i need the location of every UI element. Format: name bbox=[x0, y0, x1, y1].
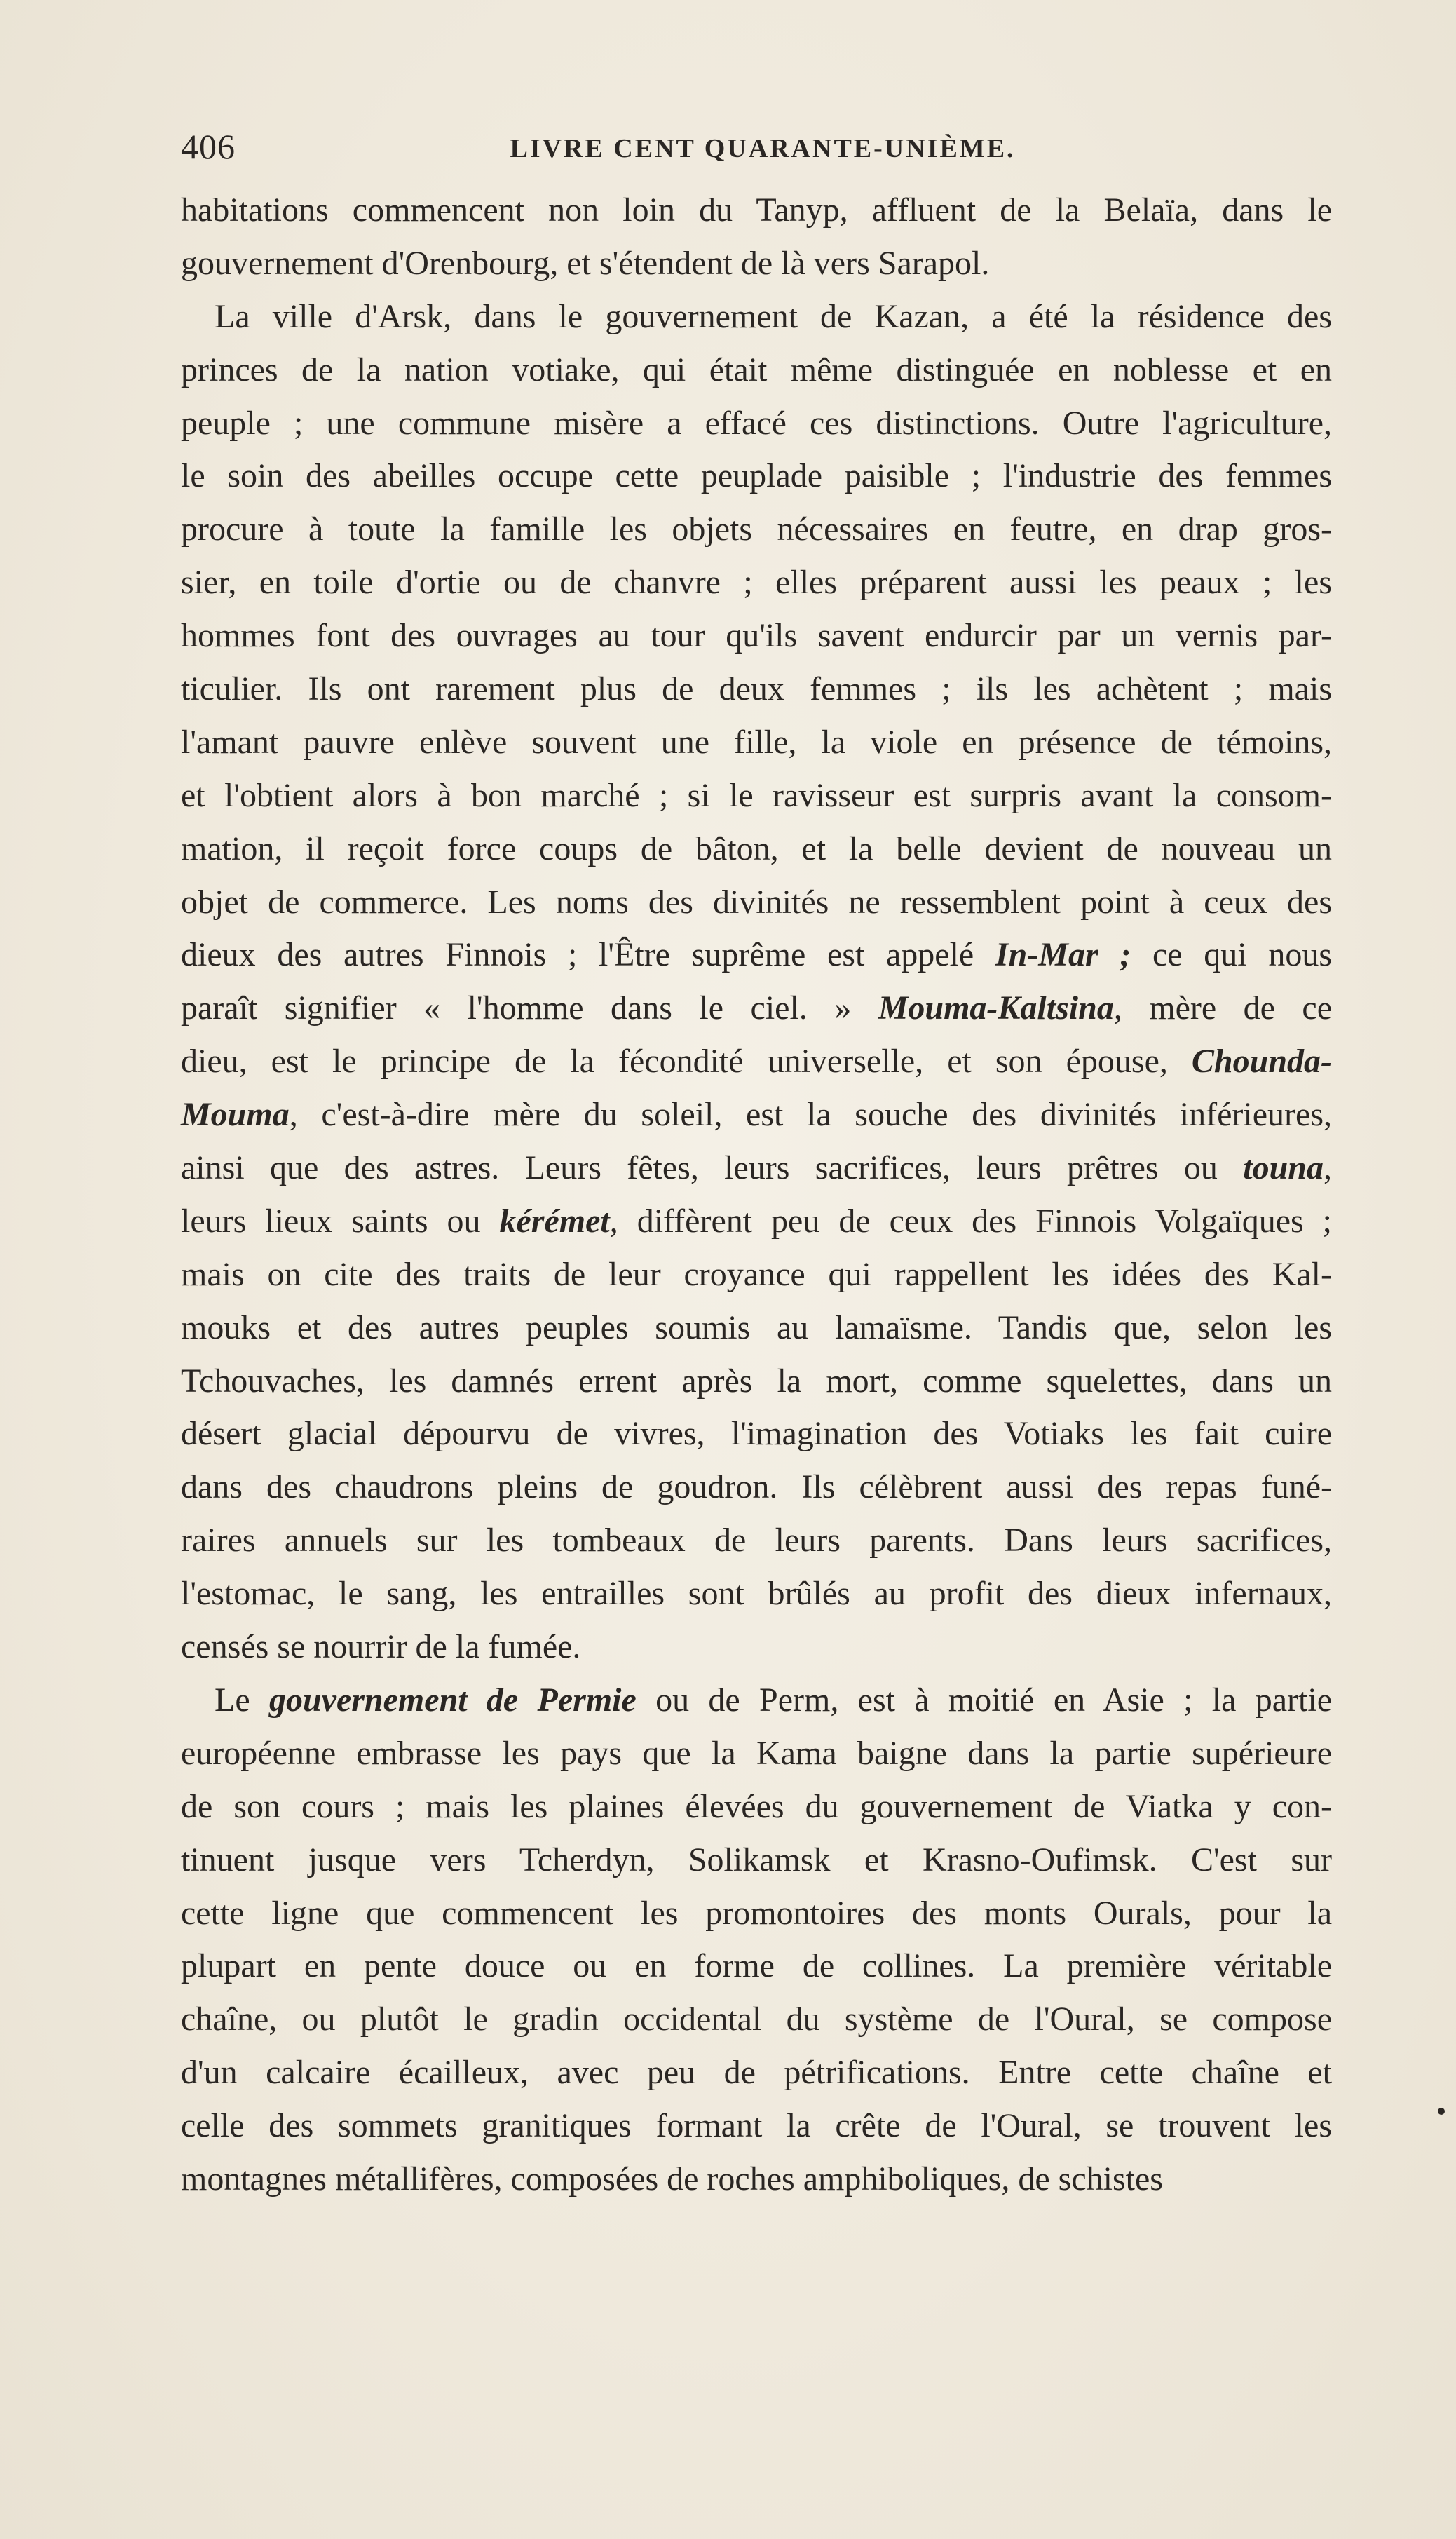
margin-mark bbox=[1438, 2108, 1445, 2115]
text-line: plupart en pente douce ou en forme de collines. La première véritable bbox=[181, 1947, 1332, 1985]
text-line: Le gouvernement de Permie ou de Perm, est à moitié en Asie ; la partie bbox=[215, 1681, 1333, 1719]
text-line: de son cours ; mais les plaines élevées du gouvernement de Viatka y con- bbox=[181, 1787, 1332, 1825]
text-line: chaîne, ou plutôt le gradin occidental du système de l'Oural, se compose bbox=[181, 2000, 1332, 2038]
text-line: et l'obtient alors à bon marché ; si le ravisseur est surpris avant la consom- bbox=[181, 776, 1332, 814]
page-number: 406 bbox=[181, 127, 236, 166]
text-line: procure à toute la famille les objets nécessaires en feutre, en drap gros- bbox=[181, 510, 1332, 548]
text-line: habitations commencent non loin du Tanyp, affluent de la Belaïa, dans le bbox=[181, 191, 1332, 229]
text-line: leurs lieux saints ou kérémet, diffèrent peu de ceux des Finnois Volgaïques ; bbox=[181, 1202, 1332, 1240]
text-line: celle des sommets granitiques formant la crête de l'Oural, se trouvent les bbox=[181, 2107, 1332, 2145]
text-line: raires annuels sur les tombeaux de leurs parents. Dans leurs sacrifices, bbox=[181, 1522, 1332, 1559]
text-line: cette ligne que commencent les promontoires des monts Ourals, pour la bbox=[181, 1894, 1332, 1932]
text-line: Tchouvaches, les damnés errent après la mort, comme squelettes, dans un bbox=[181, 1362, 1332, 1400]
page-header bbox=[181, 126, 1345, 175]
text-line: dieux des autres Finnois ; l'Être suprême est appelé In-Mar ; ce qui nous bbox=[181, 936, 1332, 974]
text-line: d'un calcaire écailleux, avec peu de pétrifications. Entre cette chaîne et bbox=[181, 2054, 1332, 2092]
text-line: montagnes métallifères, composées de roches amphiboliques, de schistes bbox=[181, 2160, 1163, 2198]
text-line: désert glacial dépourvu de vivres, l'imagination des Votiaks les fait cuire bbox=[181, 1415, 1332, 1453]
text-line: ainsi que des astres. Leurs fêtes, leurs sacrifices, leurs prêtres ou touna, bbox=[181, 1149, 1332, 1187]
text-line: ticulier. Ils ont rarement plus de deux femmes ; ils les achètent ; mais bbox=[181, 670, 1332, 708]
text-line: peuple ; une commune misère a effacé ces distinctions. Outre l'agriculture, bbox=[181, 404, 1332, 442]
text-line: censés se nourrir de la fumée. bbox=[181, 1628, 581, 1666]
text-line: dieu, est le principe de la fécondité universelle, et son épouse, Chounda- bbox=[181, 1043, 1332, 1081]
text-line: dans des chaudrons pleins de goudron. Ils célèbrent aussi des repas funé- bbox=[181, 1468, 1332, 1506]
running-title: LIVRE CENT QUARANTE-UNIÈME. bbox=[510, 134, 1016, 163]
paragraph bbox=[181, 1674, 1332, 2206]
body-text bbox=[181, 184, 1332, 2206]
paragraph bbox=[181, 184, 1332, 290]
text-line: paraît signifier « l'homme dans le ciel. » Mouma-Kaltsina, mère de ce bbox=[181, 989, 1333, 1027]
text-line: tinuent jusque vers Tcherdyn, Solikamsk et Krasno-Oufimsk. C'est sur bbox=[181, 1841, 1332, 1878]
text-line: mais on cite des traits de leur croyance qui rappellent les idées des Kal- bbox=[181, 1255, 1332, 1293]
text-line: princes de la nation votiake, qui était même distinguée en noblesse et en bbox=[181, 351, 1332, 388]
text-line: objet de commerce. Les noms des divinités ne ressemblent point à ceux des bbox=[181, 883, 1332, 921]
text-line: le soin des abeilles occupe cette peuplade paisible ; l'industrie des femmes bbox=[181, 457, 1332, 495]
text-line: l'estomac, le sang, les entrailles sont brûlés au profit des dieux infernaux, bbox=[181, 1575, 1332, 1613]
text-line: Mouma, c'est-à-dire mère du soleil, est la souche des divinités inférieures, bbox=[181, 1096, 1332, 1134]
text-line: mation, il reçoit force coups de bâton, et la belle devient de nouveau un bbox=[181, 830, 1332, 867]
paragraph bbox=[181, 290, 1332, 1674]
text-line: gouvernement d'Orenbourg, et s'étendent de là vers Sarapol. bbox=[181, 244, 990, 282]
text-line: La ville d'Arsk, dans le gouvernement de Kazan, a été la résidence des bbox=[215, 297, 1332, 335]
text-line: l'amant pauvre enlève souvent une fille, la viole en présence de témoins, bbox=[181, 723, 1332, 761]
text-line: sier, en toile d'ortie ou de chanvre ; elles préparent aussi les peaux ; les bbox=[181, 564, 1332, 602]
text-line: hommes font des ouvrages au tour qu'ils savent endurcir par un vernis par- bbox=[181, 617, 1332, 655]
text-line: mouks et des autres peuples soumis au lamaïsme. Tandis que, selon les bbox=[181, 1308, 1332, 1346]
text-line: européenne embrasse les pays que la Kama baigne dans la partie supérieure bbox=[181, 1734, 1332, 1772]
